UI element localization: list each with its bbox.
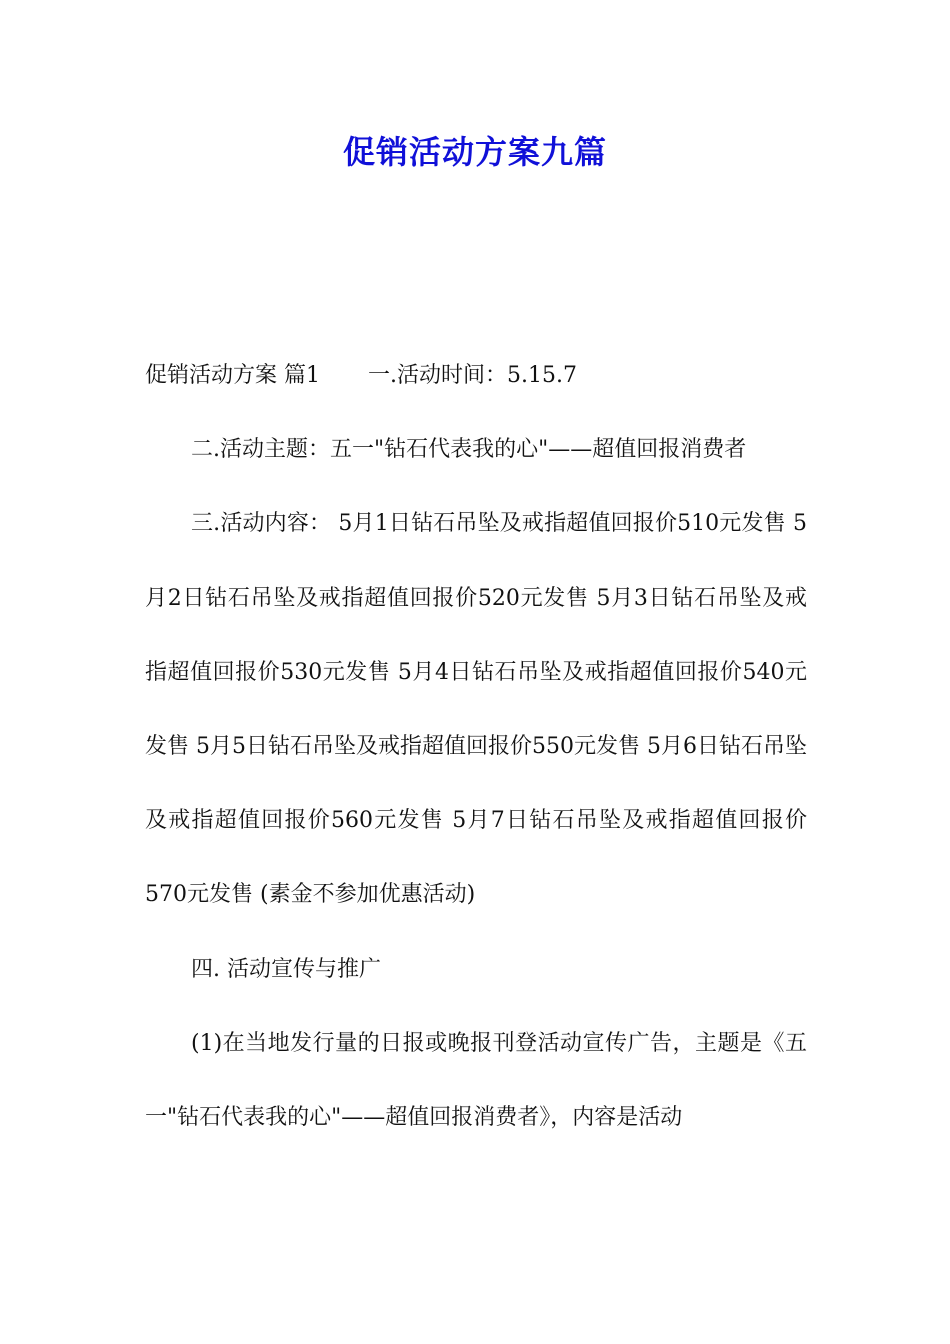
paragraph-activity-theme: 二.活动主题：五一"钻石代表我的心"——超值回报消费者 (191, 437, 747, 463)
paragraph-promotion-heading: 四. 活动宣传与推广 (191, 956, 381, 982)
paragraph-promotion-detail: (1)在当地发行量的日报或晚报刊登活动宣传广告，主题是《五一"钻石代表我的心"——超值回报消费者》，内容是活动 (145, 1030, 807, 1131)
document-body (145, 339, 807, 1155)
paragraph-activity-content: 三.活动内容： 5月1日钻石吊坠及戒指超值回报价510元发售 5月2日钻石吊坠及戒指超值回报价520元发售 5月3日钻石吊坠及戒指超值回报价530元发售 5月4日钻石吊坠及戒指超值回报价540元发售 5月5日钻石吊坠及戒指超值回报价550元发售 5月6日钻石吊坠及戒指超值回报价560元发售 5月7日钻石吊坠及戒指超值回报价570元发售 (素金不参加优惠活动) (145, 511, 807, 908)
document-title: 促销活动方案九篇 (342, 133, 607, 171)
section-heading: 促销活动方案 篇1 (145, 363, 320, 388)
paragraph-activity-time (145, 339, 807, 413)
activity-time-text: 一.活动时间：5.15.7 (368, 363, 577, 388)
